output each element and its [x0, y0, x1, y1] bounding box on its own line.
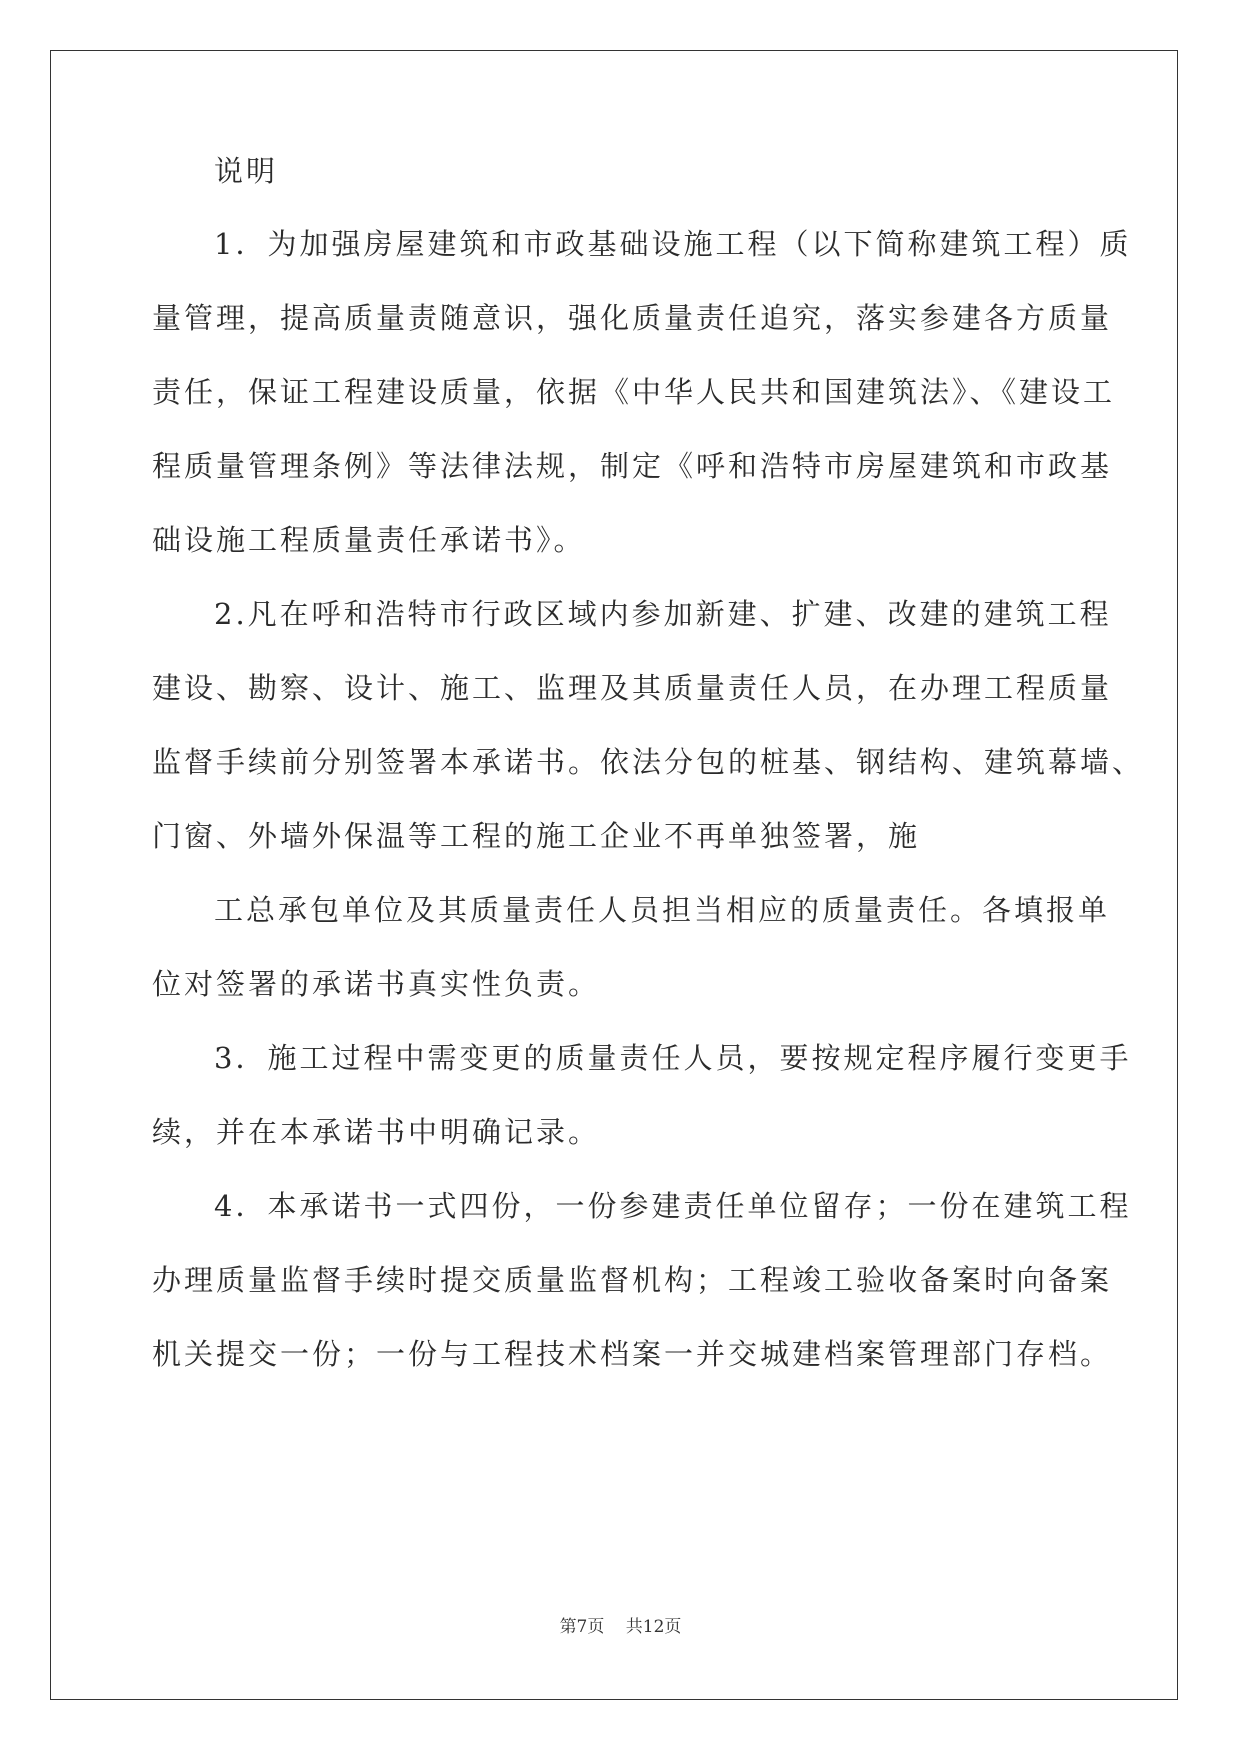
section-heading: 说明 [214, 154, 279, 188]
page-border [50, 50, 1178, 1700]
text-line: 责任，保证工程建设质量，依据《中华人民共和国建筑法》、《建设工 [152, 375, 1116, 409]
page-footer [0, 1612, 1241, 1637]
page-total: 共12页 [625, 1617, 682, 1637]
text-line: 础设施工程质量责任承诺书》。 [152, 523, 586, 557]
text-line: 建设、勘察、设计、施工、监理及其质量责任人员，在办理工程质量 [152, 671, 1113, 705]
text-line: 3．施工过程中需变更的质量责任人员，要按规定程序履行变更手 [214, 1041, 1132, 1075]
page-number: 第7页 [559, 1617, 605, 1637]
text-line: 4．本承诺书一式四份，一份参建责任单位留存；一份在建筑工程 [214, 1189, 1132, 1223]
text-line: 监督手续前分别签署本承诺书。依法分包的桩基、钢结构、建筑幕墙、 [152, 745, 1145, 779]
text-line: 量管理，提高质量责随意识，强化质量责任追究，落实参建各方质量 [152, 301, 1113, 335]
text-line: 门窗、外墙外保温等工程的施工企业不再单独签署，施 [152, 819, 921, 853]
text-line: 位对签署的承诺书真实性负责。 [152, 967, 601, 1001]
text-line: 工总承包单位及其质量责任人员担当相应的质量责任。各填报单 [214, 893, 1111, 927]
text-line: 续，并在本承诺书中明确记录。 [152, 1115, 601, 1149]
text-line: 机关提交一份；一份与工程技术档案一并交城建档案管理部门存档。 [152, 1337, 1113, 1371]
text-line: 程质量管理条例》等法律法规，制定《呼和浩特市房屋建筑和市政基 [152, 449, 1113, 483]
text-line: 办理质量监督手续时提交质量监督机构；工程竣工验收备案时向备案 [152, 1263, 1113, 1297]
text-line: 2.凡在呼和浩特市行政区域内参加新建、扩建、改建的建筑工程 [214, 597, 1112, 631]
text-line: 1．为加强房屋建筑和市政基础设施工程（以下简称建筑工程）质 [214, 227, 1132, 261]
